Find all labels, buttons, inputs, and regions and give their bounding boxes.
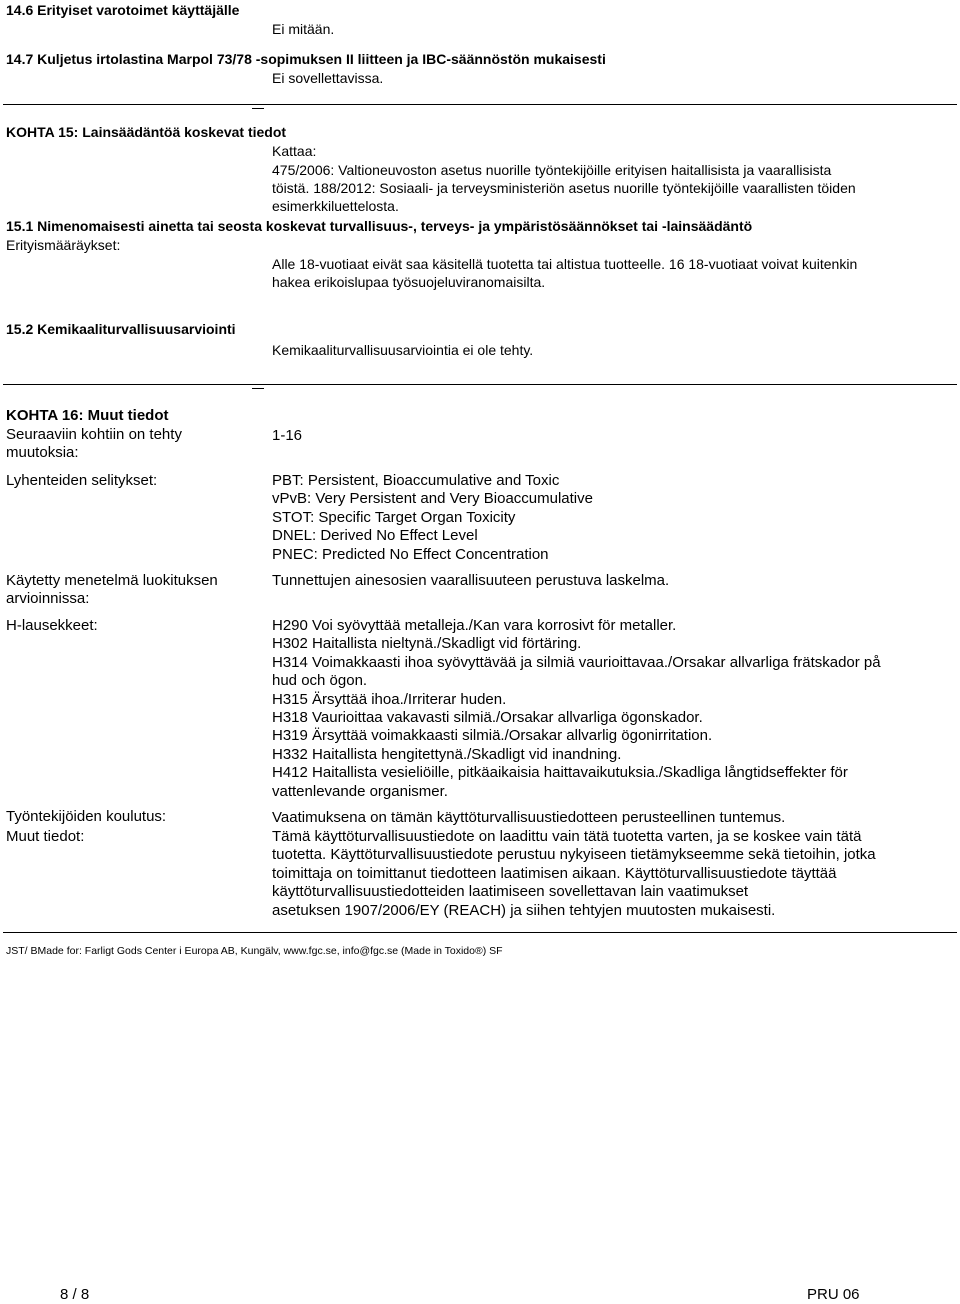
h-statements-list	[272, 617, 881, 801]
made-for-text: JST/ BMade for: Farligt Gods Center i Europa AB, Kungälv, www.fgc.se, info@fgc.se (Made in Toxido®) SF	[6, 945, 503, 957]
h-statements-label: H-lausekkeet:	[6, 617, 98, 634]
section-divider	[3, 104, 957, 105]
other-info-line: toimittaja on toimittanut tiedotteen laatimisen aikaan. Käyttöturvallisuustiedote täyttää	[272, 864, 837, 882]
changes-value: 1-16	[272, 427, 303, 444]
training-label: Työntekijöiden koulutus:	[6, 808, 167, 825]
changes-label-line: Seuraaviin kohtiin on tehty	[6, 426, 182, 443]
section-16-heading: KOHTA 16: Muut tiedot	[6, 407, 169, 424]
covers-line: 475/2006: Valtioneuvoston asetus nuorille työntekijöille erityisen haitallisista ja vaarallisista	[272, 162, 832, 178]
other-info-line: tuotetta. Käyttöturvallisuustiedote perustuu nykyiseen tietämykseemme sekä tietoihin, jotka	[272, 846, 876, 864]
abbreviation-item: DNEL: Derived No Effect Level	[272, 527, 478, 545]
page-number: 8 / 8	[60, 1286, 90, 1303]
abbreviations-label: Lyhenteiden selitykset:	[6, 472, 158, 489]
abbreviation-item: PBT: Persistent, Bioaccumulative and Toxic	[272, 472, 560, 489]
product-code: PRU 06	[807, 1286, 860, 1303]
h-statement: vattenlevande organismer.	[272, 782, 448, 800]
footer-divider	[3, 932, 957, 933]
changes-label	[6, 426, 182, 463]
section-divider	[3, 384, 957, 385]
section-15-1-heading: 15.1 Nimenomaisesti ainetta tai seosta koskevat turvallisuus-, terveys- ja ympäristösäännökset tai -lainsäädäntö	[6, 218, 753, 234]
other-info-line: käyttöturvallisuustiedotteiden laatimiseen sovellettavan lain vaatimukset	[272, 883, 749, 901]
h-statement: H318 Vaurioittaa vakavasti silmiä./Orsakar allvarliga ögonskador.	[272, 709, 703, 727]
changes-label-line: muutoksia:	[6, 444, 79, 462]
method-label-line: arvioinnissa:	[6, 590, 90, 608]
other-info-line: asetuksen 1907/2006/EY (REACH) ja siihen tehtyjen muutosten mukaisesti.	[272, 901, 776, 919]
other-info-label: Muut tiedot:	[6, 828, 85, 845]
method-label	[6, 572, 218, 609]
abbreviation-item: vPvB: Very Persistent and Very Bioaccumulative	[272, 490, 593, 508]
h-statement: H314 Voimakkaasti ihoa syövyttävää ja silmiä vaurioittavaa./Orsakar allvarliga frätskador på	[272, 653, 881, 671]
method-label-line: Käytetty menetelmä luokituksen	[6, 572, 218, 589]
section-15-2-value: Kemikaaliturvallisuusarviointia ei ole tehty.	[272, 342, 534, 358]
training-value: Vaatimuksena on tämän käyttöturvallisuustiedotteen perusteellinen tuntemus.	[272, 809, 786, 826]
section-15-heading: KOHTA 15: Lainsäädäntöä koskevat tiedot	[6, 124, 287, 140]
covers-line: töistä. 188/2012: Sosiaali- ja terveysministeriön asetus nuorille työntekijöille vaarallisten töiden	[272, 180, 856, 196]
h-statement: H412 Haitallista vesieliöille, pitkäaikaisia haittavaikutuksia./Skadliga långtidseffekter för	[272, 764, 848, 782]
h-statement: H332 Haitallista hengitettynä./Skadligt vid inandning.	[272, 745, 622, 763]
special-regulations-label: Erityismääräykset:	[6, 237, 121, 253]
method-value: Tunnettujen ainesosien vaarallisuuteen perustuva laskelma.	[272, 572, 670, 589]
special-regulations-line: hakea erikoislupaa työsuojeluviranomaisilta.	[272, 274, 546, 290]
section-15-2-heading: 15.2 Kemikaaliturvallisuusarviointi	[6, 321, 236, 337]
covers-label: Kattaa:	[272, 143, 317, 159]
covers-text	[272, 161, 856, 215]
section-14-6-value: Ei mitään.	[272, 21, 335, 37]
h-statement: H315 Ärsyttää ihoa./Irriterar huden.	[272, 690, 507, 708]
abbreviation-item: PNEC: Predicted No Effect Concentration	[272, 545, 549, 563]
h-statement: H290 Voi syövyttää metalleja./Kan vara korrosivt för metaller.	[272, 617, 677, 634]
divider-tick	[252, 388, 264, 389]
section-14-7-heading: 14.7 Kuljetus irtolastina Marpol 73/78 -sopimuksen II liitteen ja IBC-säännöstön mukaisesti	[6, 51, 606, 67]
abbreviations-list	[272, 472, 593, 564]
section-14-7-value: Ei sovellettavissa.	[272, 70, 384, 86]
h-statement: H319 Ärsyttää voimakkaasti silmiä./Orsakar allvarlig ögonirritation.	[272, 727, 713, 745]
h-statement: hud och ögon.	[272, 672, 368, 690]
special-regulations-line: Alle 18-vuotiaat eivät saa käsitellä tuotetta tai altistua tuotteelle. 16 18-vuotiaat voivat kuitenkin	[272, 256, 858, 272]
divider-tick	[252, 108, 264, 109]
other-info-line: Tämä käyttöturvallisuustiedote on laadittu vain tätä tuotetta varten, ja se koskee vain tätä	[272, 828, 862, 845]
special-regulations-text	[272, 255, 857, 291]
section-14-6-heading: 14.6 Erityiset varotoimet käyttäjälle	[6, 2, 240, 18]
abbreviation-item: STOT: Specific Target Organ Toxicity	[272, 508, 516, 526]
other-info-text	[272, 828, 876, 920]
h-statement: H302 Haitallista nieltynä./Skadligt vid förtäring.	[272, 635, 582, 653]
covers-line: esimerkkiluettelosta.	[272, 198, 399, 214]
